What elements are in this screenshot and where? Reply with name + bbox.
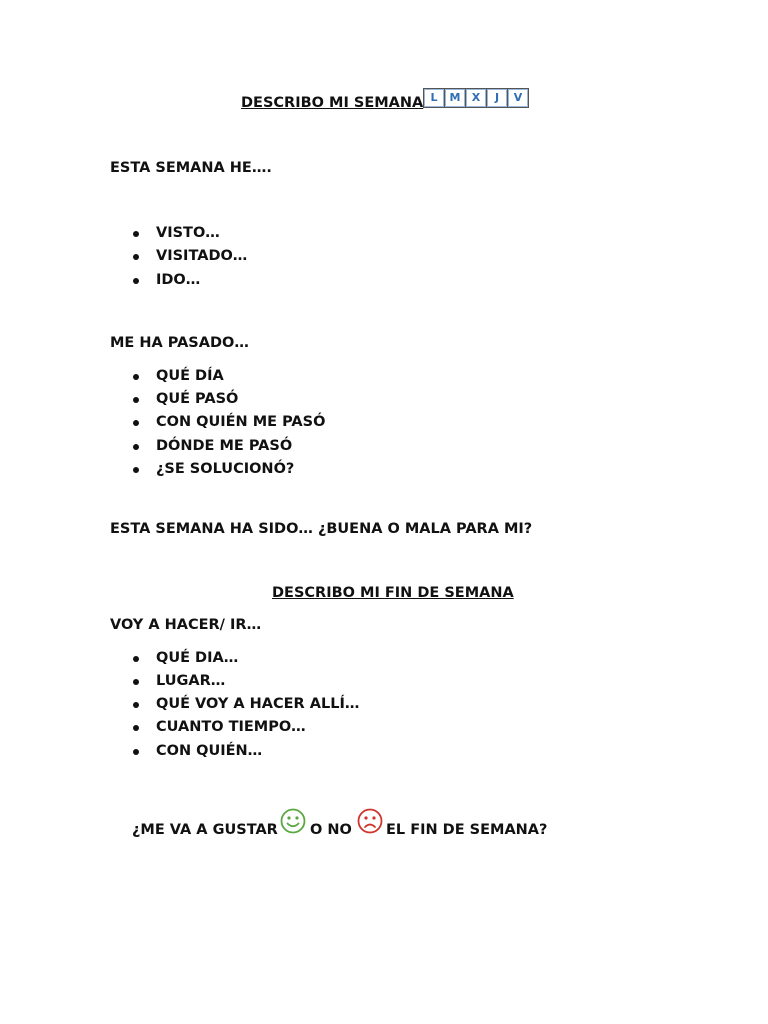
list-item: ¿SE SOLUCIONÓ? [156, 461, 295, 477]
bullet-icon [133, 702, 139, 708]
bullet-icon [133, 444, 139, 450]
list-item: CUANTO TIEMPO… [156, 719, 306, 735]
final-question-part1: ¿ME VA A GUSTAR [132, 822, 278, 838]
list-item: CON QUIÉN… [156, 743, 263, 759]
page-title: DESCRIBO MI SEMANA [241, 95, 424, 111]
list-item: VISITADO… [156, 248, 248, 264]
day-box: L [424, 89, 445, 107]
weekday-boxes [423, 88, 529, 108]
section-heading: ME HA PASADO… [110, 335, 249, 351]
final-question-part2: O NO [310, 822, 352, 838]
bullet-icon [133, 397, 139, 403]
bullet-icon [133, 749, 139, 755]
list-item: VISTO… [156, 225, 220, 241]
list-item: QUÉ VOY A HACER ALLÍ… [156, 696, 360, 712]
day-box: J [487, 89, 508, 107]
list-item: DÓNDE ME PASÓ [156, 438, 293, 454]
list-item: IDO… [156, 272, 201, 288]
bullet-icon [133, 656, 139, 662]
sad-face-icon [357, 808, 383, 834]
bullet-icon [133, 467, 139, 473]
section-heading: VOY A HACER/ IR… [110, 617, 262, 633]
list-item: QUÉ DÍA [156, 368, 224, 384]
bullet-icon [133, 420, 139, 426]
section-heading: ESTA SEMANA HE…. [110, 160, 272, 176]
happy-face-icon [280, 808, 306, 834]
bullet-icon [133, 374, 139, 380]
bullet-icon [133, 231, 139, 237]
list-item: QUÉ DIA… [156, 650, 239, 666]
bullet-icon [133, 679, 139, 685]
bullet-icon [133, 278, 139, 284]
bullet-icon [133, 725, 139, 731]
list-item: QUÉ PASÓ [156, 391, 239, 407]
section-title: DESCRIBO MI FIN DE SEMANA [272, 585, 514, 601]
day-box: M [445, 89, 466, 107]
bullet-icon [133, 254, 139, 260]
list-item: CON QUIÉN ME PASÓ [156, 414, 326, 430]
day-box: X [466, 89, 487, 107]
list-item: LUGAR… [156, 673, 226, 689]
final-question-part3: EL FIN DE SEMANA? [386, 822, 548, 838]
week-question: ESTA SEMANA HA SIDO… ¿BUENA O MALA PARA MI? [110, 521, 533, 537]
day-box: V [508, 89, 528, 107]
